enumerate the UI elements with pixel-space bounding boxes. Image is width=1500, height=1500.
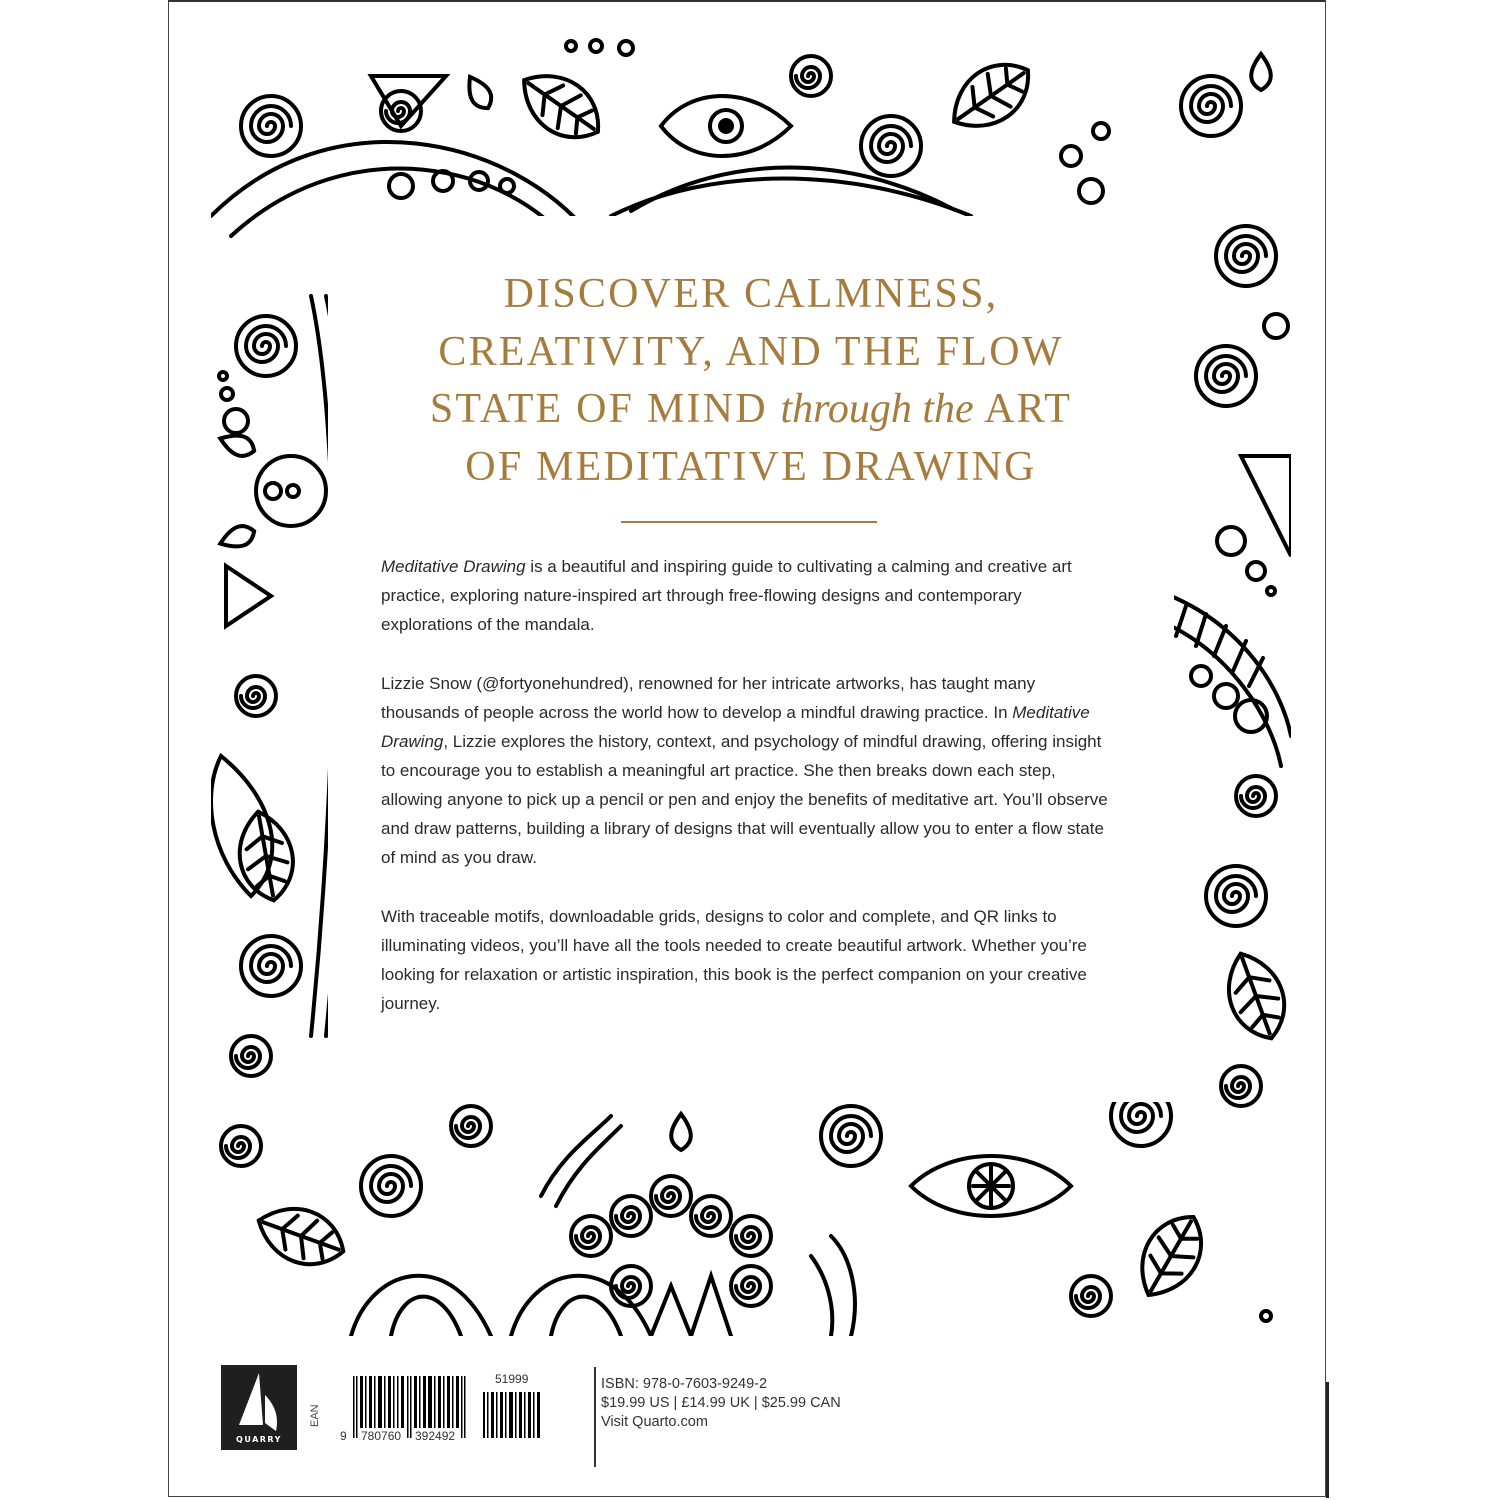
book-title-italic: Meditative Drawing bbox=[381, 557, 526, 576]
paragraph-1-text: is a beautiful and inspiring guide to cultivating a calming and creative art practice, exploring nature-inspired art through free-flowing designs and contemporary explorations of the mandala. bbox=[381, 557, 1072, 634]
book-back-cover bbox=[168, 0, 1326, 1497]
paragraph-2 bbox=[381, 669, 1111, 872]
headline-line-3-pre: STATE OF MIND bbox=[429, 386, 781, 432]
blurb-body bbox=[381, 552, 1111, 1048]
barcode-price-addon: 51999 bbox=[495, 1372, 529, 1386]
publisher-logo bbox=[221, 1365, 297, 1450]
headline-line-4: OF MEDITATIVE DRAWING bbox=[465, 443, 1037, 490]
footer-divider bbox=[594, 1367, 596, 1467]
isbn-info bbox=[601, 1375, 841, 1432]
price-list: $19.99 US | £14.99 UK | $25.99 CAN bbox=[601, 1395, 841, 1411]
headline-line-2: CREATIVITY, AND THE FLOW bbox=[438, 328, 1064, 375]
book-title-italic: Meditative Drawing bbox=[381, 703, 1090, 751]
cover-footer bbox=[169, 1347, 1325, 1467]
paragraph-2-post: , Lizzie explores the history, context, and psychology of mindful drawing, offering insight to encourage you to establish a meaningful art practice. She then breaks down each step, allowing anyone to pick up a pencil or pen and enjoy the benefits of meditative art. You’ll observe and draw patterns, building a library of designs that will eventually allow you to enter a flow state of mind as you draw. bbox=[381, 732, 1108, 867]
ean-label: EAN bbox=[309, 1404, 321, 1427]
isbn-number: ISBN: 978-0-7603-9249-2 bbox=[601, 1376, 768, 1392]
headline bbox=[328, 266, 1174, 496]
cover-edge-shadow bbox=[1326, 1382, 1329, 1498]
barcode-lead-digit: 9 bbox=[340, 1429, 347, 1443]
barcode-group-1: 780760 bbox=[361, 1429, 402, 1443]
publisher-website: Visit Quarto.com bbox=[601, 1414, 708, 1430]
headline-line-3-italic: through the bbox=[780, 386, 974, 432]
headline-line-3 bbox=[328, 381, 1174, 439]
blurb-panel bbox=[328, 216, 1174, 1102]
paragraph-2-pre: Lizzie Snow (@fortyonehundred), renowned for her intricate artworks, has taught many thousands of people across the world how to develop a mindful drawing practice. In bbox=[381, 674, 1036, 722]
paragraph-1 bbox=[381, 552, 1111, 639]
publisher-name: QUARRY bbox=[236, 1435, 282, 1444]
barcode-group-2: 392492 bbox=[415, 1429, 456, 1443]
headline-line-1: DISCOVER CALMNESS, bbox=[503, 271, 999, 317]
isbn-barcode bbox=[340, 1372, 555, 1444]
headline-line-3-post: ART bbox=[973, 386, 1073, 432]
headline-divider bbox=[621, 521, 877, 523]
paragraph-3: With traceable motifs, downloadable grids, designs to color and complete, and QR links to illuminating videos, you’ll have all the tools needed to create beautiful artwork. Whether you’re looking for relaxation or artistic inspiration, this book is the perfect companion on your creative journey. bbox=[381, 907, 1087, 1013]
